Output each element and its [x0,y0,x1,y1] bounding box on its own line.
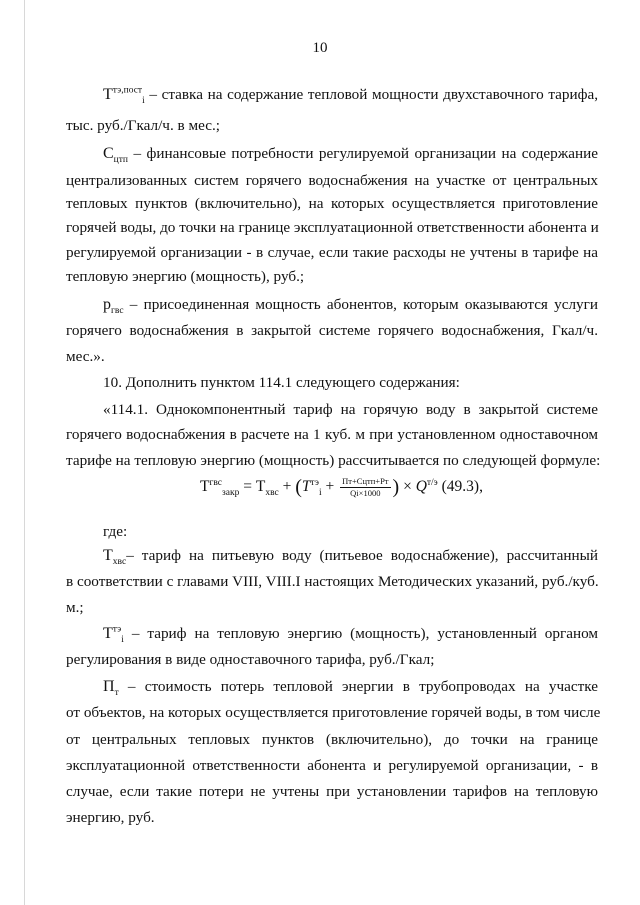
amendment-heading: 10. Дополнить пунктом 114.1 следующего содержания: [103,374,460,391]
text-line: тепловых пунктов (включительно), на которых осуществляется приготовление [66,195,598,212]
clause-114-1: «114.1. Однокомпонентный тариф на горячую воду в закрытой системе [103,401,598,418]
definition-pgvs [103,296,598,317]
symbol: $T_{хвс}$ [103,547,127,568]
text-line: тыс. руб./Гкал/ч. в мес.; [66,117,220,134]
page-number: 10 [312,40,328,56]
formula-number: (49.3), [437,478,483,496]
text-line: мес.». [66,348,105,365]
definition-tte [103,624,598,646]
text-line: регулирования в виде одноставочного тарифа, руб./Гкал; [66,651,435,668]
definition-tariff-capacity [103,85,598,107]
definition-text: – финансовые потребности регулируемой организации на содержание [128,145,598,162]
symbol: $T^{тэ}_i$ [103,624,124,646]
definition-text: – ставка на содержание тепловой мощности двухставочного тарифа, [144,86,598,103]
text-line: тарифе на тепловую энергию (мощность) рассчитывается по следующей формуле: [66,452,601,469]
text-line: в соответствии с главами VIII, VIII.I настоящих Методических указаний, руб./куб. [66,573,599,590]
text-line: от объектов, на которых осуществляется приготовление горячей воды, в том числе [66,704,601,721]
formula-lhs: $T^{гвс}_{закр}$ [200,477,240,499]
definition-text: – тариф на тепловую энергию (мощность), установленный органом [123,625,598,642]
text-line: горячего водоснабжения в расчете на 1 куб. м при установленном одноставочном [66,426,598,443]
text-line: энергию, руб. [66,809,155,826]
text-line: горячей воды, до точки на границе эксплуатационной ответственности абонента и [66,219,599,236]
symbol: $С_{цтп}$ [103,145,128,166]
formula-q: $Q^{т/э}$ [415,477,438,496]
formula-t-hvs: $T_{хвс}$ [255,478,279,499]
text-line: централизованных систем горячего водоснабжения на участке от центральных [66,172,598,189]
definition-text: – присоединенная мощность абонентов, которым оказываются услуги [123,296,598,313]
text-line: горячего водоснабжения в закрытой системе горячего водоснабжения, Гкал/ч. [66,322,598,339]
definition-thvs [103,547,598,568]
text-line: случае, если такие потери не учтены при установлении тарифов на тепловую [66,783,598,800]
text-line: тепловую энергию (мощность), руб.; [66,268,305,285]
text-line: эксплуатационной ответственности абонента и регулируемой организации, - в [66,757,598,774]
symbol: $П_т$ [103,678,119,699]
scan-edge-line [24,0,25,905]
where-label: где: [103,523,128,540]
definition-cctp [103,145,598,166]
definition-pt [103,678,598,699]
formula-fraction: $\frac{\text{Пт+Сцтп+Рт}}{Qі\times 1000}$ [342,476,389,498]
text-line: м.; [66,599,84,616]
definition-text: – стоимость потерь тепловой энергии в трубопроводах на участке [118,678,598,695]
symbol: $p_{гвс}$ [103,296,124,317]
formula-49-3: $T^{гвс}_{закр} = T_{хвс} + (T^{тэ}_i$ + $\frac{\text{Пт+Сцтп+Рт}}{Qі\times 1000}$ ) × $Q^{т/э}$ (49.3), [200,476,483,499]
definition-text: – тариф на питьевую воду (питьевое водоснабжение), рассчитанный [126,547,598,564]
symbol: $T^{тэ,пост}_i$ [103,85,145,107]
formula-t-te: $T^{тэ}_i$ [301,477,322,499]
text-line: от центральных тепловых пунктов (включительно), до точки на границе [66,731,598,748]
text-line: регулируемой организации - в случае, если такие расходы не учтены в тарифе на [66,244,598,261]
